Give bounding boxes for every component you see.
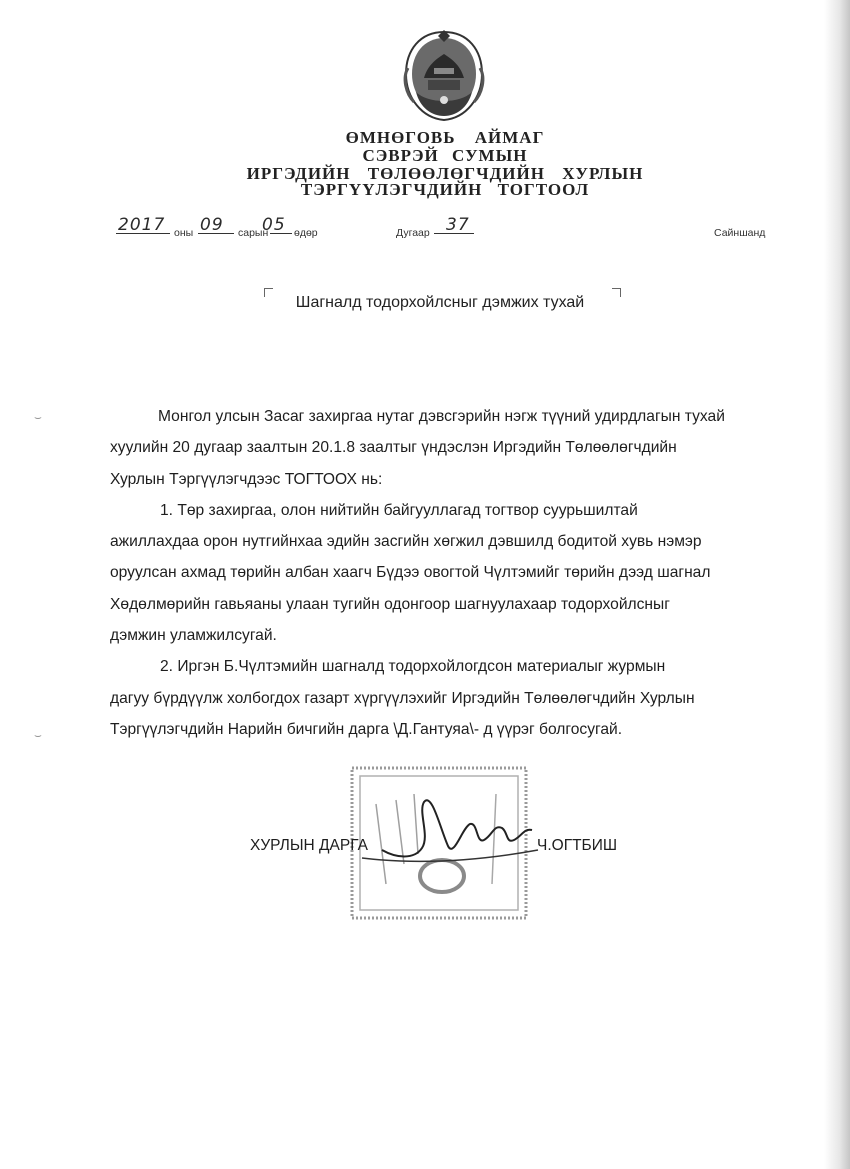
number-label: Дугаар bbox=[396, 227, 430, 239]
date-day-label: өдөр bbox=[294, 227, 318, 239]
item-1-line: 1. Төр захиргаа, олон нийтийн байгууллагад тогтвор суурьшилтай bbox=[160, 501, 638, 519]
resolution-heading: ТЭРГҮҮЛЭГЧДИЙН ТОГТООЛ bbox=[300, 180, 590, 199]
body-line: Монгол улсын Засаг захиргаа нутаг дэвсгэрийн нэгж түүний удирдлагын тухай bbox=[158, 408, 725, 425]
signature-mark bbox=[352, 788, 542, 878]
signatory-name: Ч.ОГТБИШ bbox=[537, 837, 618, 854]
date-day: 05 bbox=[262, 215, 286, 235]
item-1-line: ажиллахдаа орон нутгийнхаа эдийн засгийн хөгжил дэвшилд бодитой хувь нэмэр bbox=[110, 533, 702, 551]
scan-mark: ⌣ bbox=[34, 728, 42, 742]
scan-mark: ⌣ bbox=[34, 410, 42, 424]
document-number: 37 bbox=[446, 215, 470, 235]
item-2-line: дагуу бүрдүүлж холбогдох газарт хүргүүлэхийг Иргэдийн Төлөөлөгчдийн Хурлын bbox=[110, 689, 695, 707]
date-year-label: оны bbox=[174, 227, 194, 239]
date-month-label: сарын bbox=[238, 227, 269, 239]
scan-edge-shadow bbox=[824, 0, 850, 1169]
body-line: Хурлын Тэргүүлэгчдээс ТОГТООХ нь: bbox=[110, 470, 383, 488]
sum-heading: СЭВРЭЙ СУМЫН bbox=[362, 146, 528, 165]
date-year: 2017 bbox=[118, 215, 166, 235]
date-line bbox=[116, 217, 776, 241]
place-name: Сайншанд bbox=[714, 227, 766, 239]
item-2-line: Тэргүүлэгчдийн Нарийн бичгийн дарга \Д.Гантуяа\- д үүрэг болгосугай. bbox=[110, 720, 623, 738]
item-2-line: 2. Иргэн Б.Чүлтэмийн шагналд тодорхойлогдсон материалыг журмын bbox=[160, 658, 666, 676]
item-1-line: дэмжин уламжилсугай. bbox=[110, 627, 277, 645]
item-1-line: Хөдөлмөрийн гавьяаны улаан тугийн одонгоор шагнуулахаар тодорхойлсныг bbox=[110, 595, 670, 613]
subject-title: Шагналд тодорхойлсныг дэмжих тухай bbox=[295, 294, 585, 311]
item-1-line: оруулсан ахмад төрийн албан хаагч Бүдээ овогтой Чүлтэмийг төрийн дээд шагнал bbox=[110, 564, 711, 582]
date-month: 09 bbox=[200, 215, 224, 235]
resolution-body bbox=[110, 401, 765, 745]
state-emblem-icon bbox=[398, 28, 490, 124]
aimag-heading: ӨМНӨГОВЬ АЙМАГ bbox=[345, 128, 545, 147]
body-line: хуулийн 20 дугаар заалтын 20.1.8 заалтыг үндэслэн Иргэдийн Төлөөлөгчдийн bbox=[110, 439, 677, 457]
council-heading: ИРГЭДИЙН ТӨЛӨӨЛӨГЧДИЙН ХУРЛЫН bbox=[246, 164, 644, 183]
signatory-title: ХУРЛЫН ДАРГА bbox=[250, 837, 368, 854]
